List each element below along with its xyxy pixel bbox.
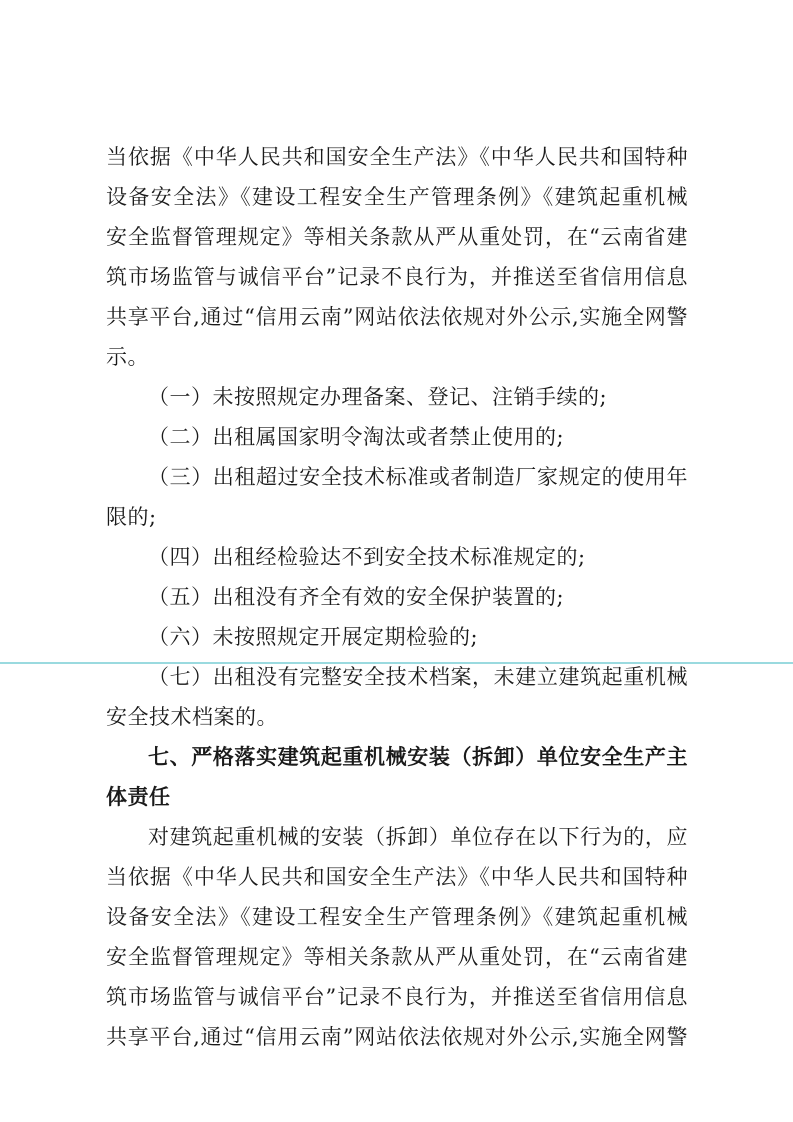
- body-text-line: 筑市场监管与诚信平台”记录不良行为，并推送至省信用信息: [106, 265, 688, 289]
- body-text-line: 筑市场监管与诚信平台”记录不良行为，并推送至省信用信息: [106, 985, 688, 1009]
- body-text-line: 设备安全法》《建设工程安全生产管理条例》《建筑起重机械: [106, 905, 688, 929]
- body-text-line: 设备安全法》《建设工程安全生产管理条例》《建筑起重机械: [106, 185, 688, 209]
- body-text-line: 共享平台,通过“信用云南”网站依法依规对外公示,实施全网警: [106, 1025, 688, 1049]
- scan-artifact-line: [0, 662, 793, 664]
- section-heading-continuation: 体责任: [106, 785, 171, 809]
- list-item-continuation: 安全技术档案的。: [106, 705, 278, 729]
- body-text-line: 当依据《中华人民共和国安全生产法》《中华人民共和国特种: [106, 145, 688, 169]
- list-item-continuation: 限的;: [106, 505, 157, 529]
- body-text-line: 对建筑起重机械的安装（拆卸）单位存在以下行为的，应: [148, 825, 688, 849]
- list-item: （四）出租经检验达不到安全技术标准规定的;: [148, 545, 586, 569]
- list-item: （六）未按照规定开展定期检验的;: [148, 625, 479, 649]
- body-text-line: 示。: [106, 345, 149, 369]
- section-heading: 七、严格落实建筑起重机械安装（拆卸）单位安全生产主: [148, 745, 688, 769]
- list-item: （五）出租没有齐全有效的安全保护装置的;: [148, 585, 565, 609]
- list-item: （二）出租属国家明令淘汰或者禁止使用的;: [148, 425, 565, 449]
- body-text-line: 安全监督管理规定》等相关条款从严从重处罚，在“云南省建: [106, 225, 688, 249]
- list-item: （三）出租超过安全技术标准或者制造厂家规定的使用年: [148, 465, 688, 489]
- list-item: （一）未按照规定办理备案、登记、注销手续的;: [148, 385, 608, 409]
- body-text-line: 当依据《中华人民共和国安全生产法》《中华人民共和国特种: [106, 865, 688, 889]
- body-text-line: 安全监督管理规定》等相关条款从严从重处罚，在“云南省建: [106, 945, 688, 969]
- body-text-line: 共享平台,通过“信用云南”网站依法依规对外公示,实施全网警: [106, 305, 688, 329]
- list-item: （七）出租没有完整安全技术档案，未建立建筑起重机械: [148, 665, 688, 689]
